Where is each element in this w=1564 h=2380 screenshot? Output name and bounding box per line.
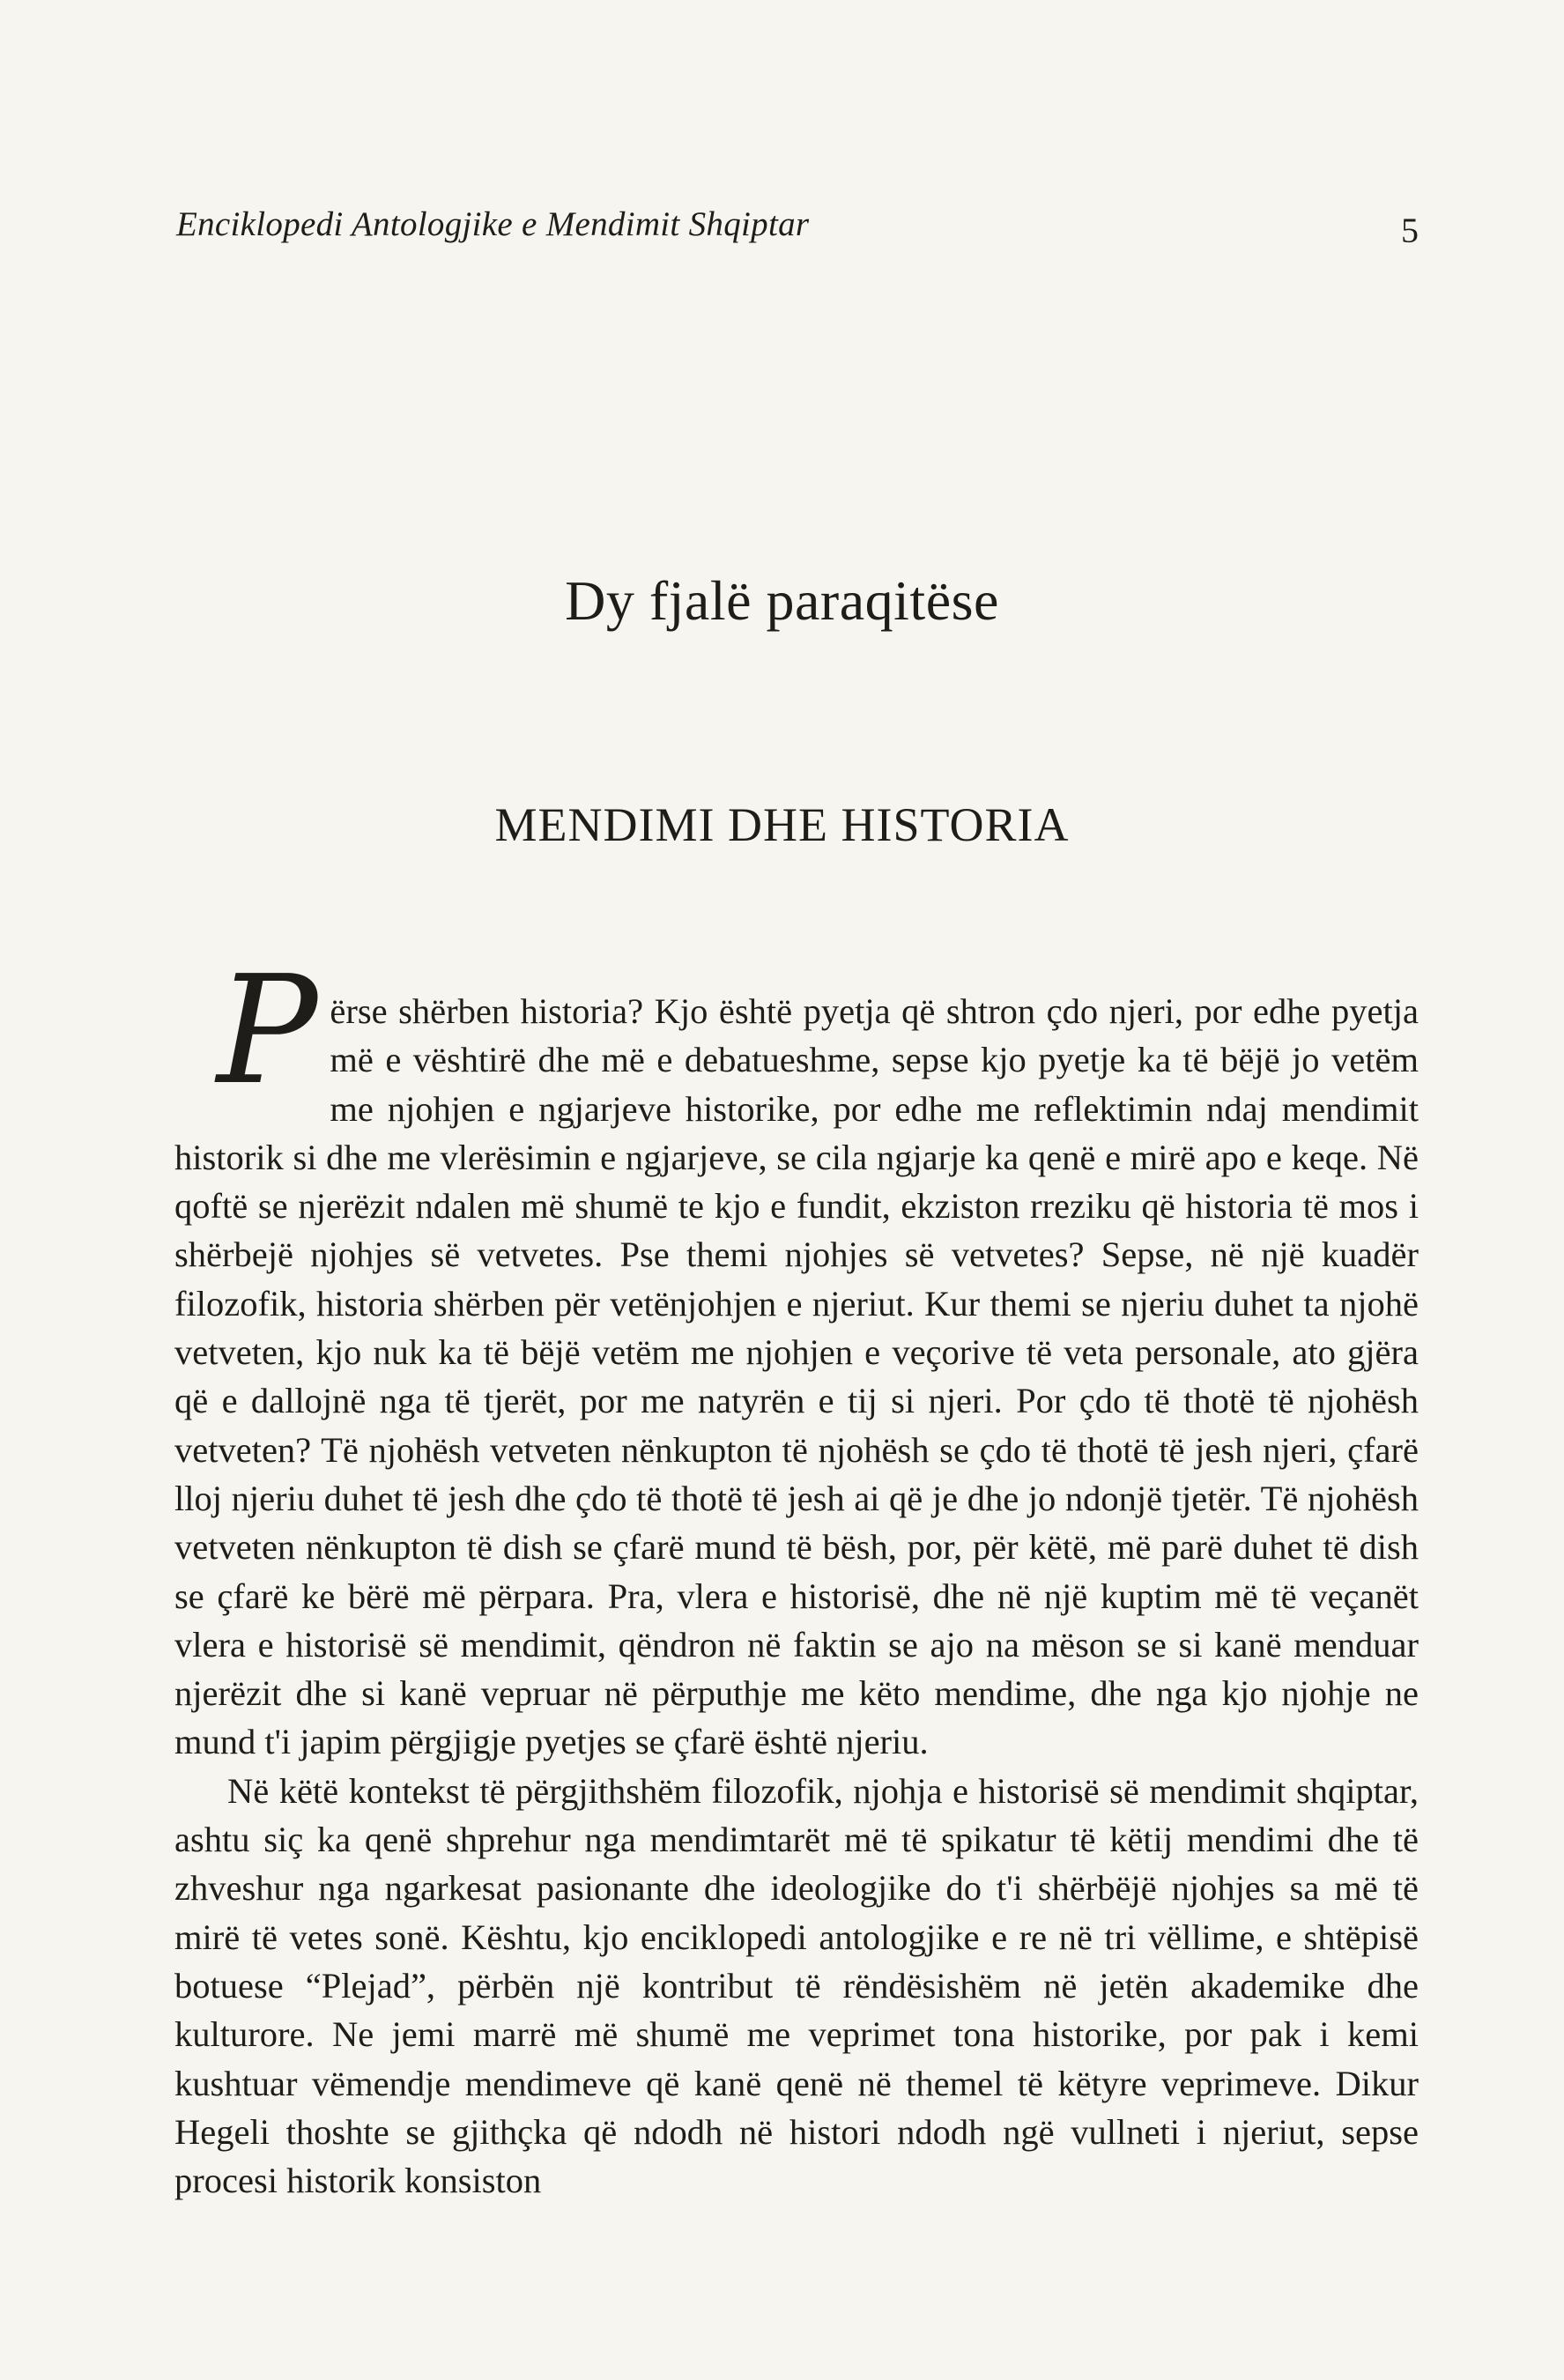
running-header (176, 204, 1454, 257)
body-text (174, 944, 1419, 2205)
paragraph-1 (174, 944, 1419, 1767)
paragraph-2: Në këtë kontekst të përgjithshëm filozofik, njohja e historisë së mendimit shqiptar, ashtu siç ka qenë shprehur nga mendimtarët më të spikatur të këtij mendimi dhe të zhveshur nga ngarkesat pasionante dhe ideologjike do t'i shërbëjë njohjes sa më të mirë të vetes sonë. Kështu, kjo enciklopedi antologjike e re në tri vëllime, e shtëpisë botuese “Plejad”, përbën një kontribut të rëndësishëm në jetën akademike dhe kulturore. Ne jemi marrë më shumë me veprimet tona historike, por pak i kemi kushtuar vëmendje mendimeve që kanë qenë në themel të këtyre veprimeve. Dikur Hegeli thoshte se gjithçka që ndodh në histori ndodh ngë vullneti i njeriut, sepse procesi historik konsiston (174, 1770, 1419, 2201)
page-number: 5 (1401, 211, 1419, 250)
section-title: Dy fjalë paraqitëse (565, 569, 999, 632)
running-title: Enciklopedi Antologjike e Mendimit Shqiptar (176, 205, 810, 243)
drop-cap: P (217, 944, 318, 1118)
paragraph-1-text: ërse shërben historia? Kjo është pyetja që shtron çdo njeri, por edhe pyetja më e vështirë dhe më e debatueshme, sepse kjo pyetje ka të bëjë jo vetëm me njohjen e ngjarjeve historike, por edhe me reflektimin ndaj mendimit historik si dhe me vlerësimin e ngjarjeve, se cila ngjarje ka qenë e mirë apo e keqe. Në qoftë se njerëzit ndalen më shumë te kjo e fundit, ekziston rreziku që historia të mos i shërbejë njohjes së vetvetes. Pse themi njohjes së vetvetes? Sepse, në një kuadër filozofik, historia shërben për vetënjohjen e njeriut. Kur themi se njeriu duhet ta njohë vetveten, kjo nuk ka të bëjë vetëm me njohjen e veçorive të veta personale, ato gjëra që e dallojnë nga të tjerët, por me natyrën e tij si njeri. Por çdo të thotë të njohësh vetveten? Të njohësh vetveten nënkupton të njohësh se çdo të thotë të jesh njeri, çfarë lloj njeriu duhet të jesh dhe çdo të thotë të jesh ai që je dhe jo ndonjë tjetër. Të njohësh vetveten nënkupton të dish se çfarë mund të bësh, por, për këtë, më parë duhet të dish se çfarë ke bërë më përpara. Pra, vlera e historisë, dhe në një kuptim më të veçanët vlera e historisë së mendimit, qëndron në faktin se ajo na mëson se si kanë menduar njerëzit dhe si kanë vepruar në përputhje me këto mendime, dhe nga kjo njohje ne mund t'i japim përgjigje pyetjes se çfarë është njeriu. (174, 991, 1419, 1762)
chapter-title: MENDIMI DHE HISTORIA (494, 798, 1070, 851)
